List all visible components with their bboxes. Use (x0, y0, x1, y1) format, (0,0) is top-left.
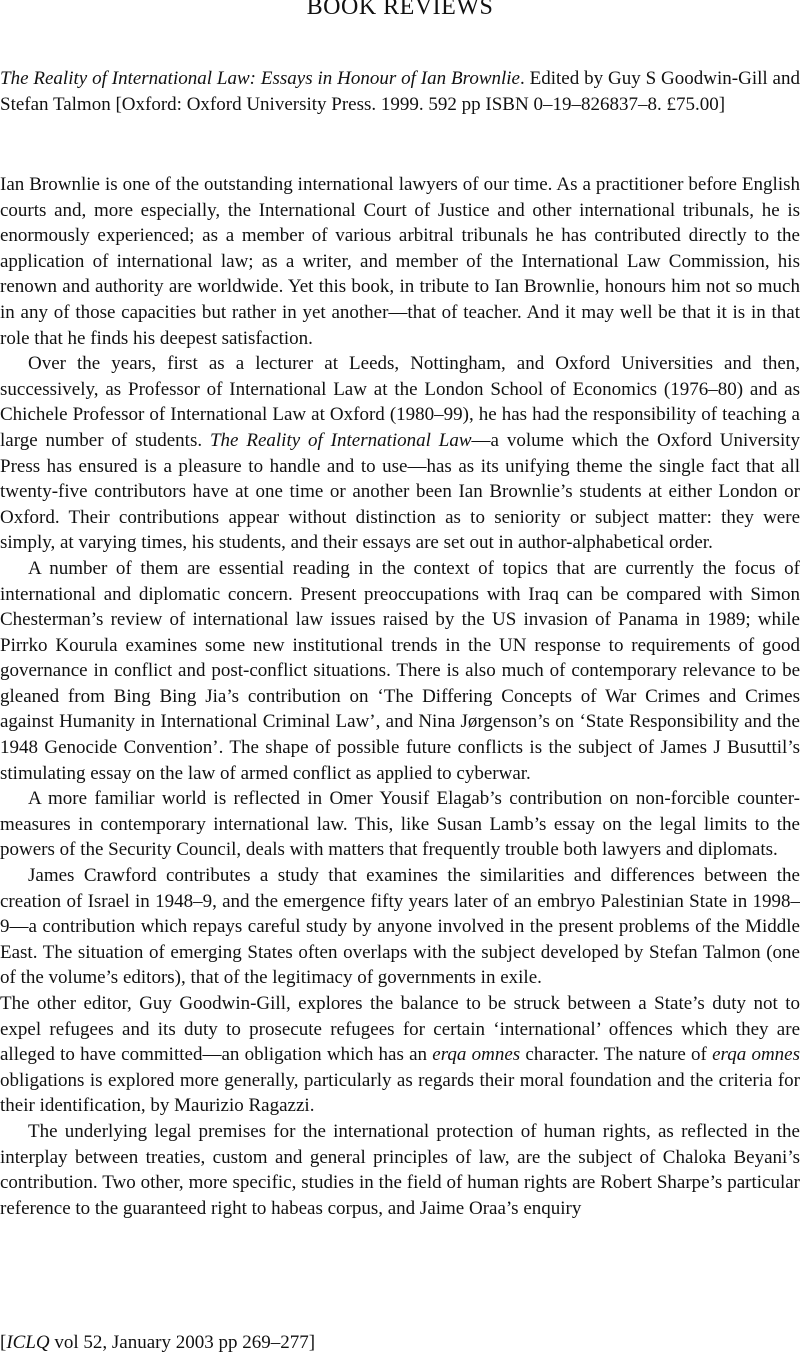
book-citation (0, 66, 800, 118)
paragraph-1: Ian Brownlie is one of the outstanding international lawyers of our time. As a practitioner before English courts and, more especially, the International Court of Justice and other international tribunals, he is enormously experienced; as a member of various arbitral tribunals he has contributed directly to the application of international law; as a writer, and member of the International Law Commission, his renown and authority are worldwide. Yet this book, in tribute to Ian Brownlie, honours him not so much in any of those capacities but rather in yet another—that of teacher. And it may well be that it is in that role that he finds his deepest satisfaction. (0, 174, 800, 349)
paragraph-7: The underlying legal premises for the international protection of human rights, as reflected in the interplay between treaties, custom and general principles of law, are the subject of Chaloka Beyani’s contribution. Two other, more specific, studies in the field of human rights are Robert Sharpe’s particular reference to the guaranteed right to habeas corpus, and Jaime Oraa’s enquiry (0, 1120, 800, 1219)
journal-name: ICLQ (6, 1332, 50, 1353)
review-body (0, 172, 800, 1221)
section-title: BOOK REVIEWS (306, 0, 494, 20)
paragraph-2: Over the years, first as a lecturer at Leeds, Nottingham, and Oxford Universities and then, successively, as Professor of International Law at the London School of Economics (1976–80) and as Chichele Professor of International Law at Oxford (1980–99), he has had the responsibility of teaching a large number of students. The Reality of International Law—a volume which the Oxford University Press has ensured is a pleasure to handle and to use—has as its unifying theme the single fact that all twenty-five contributors have at one time or another been Ian Brownlie’s students at either London or Oxford. Their contributions appear without distinction as to seniority or subject matter: they were simply, at varying times, his students, and their essays are set out in author-alphabetical order. (0, 353, 800, 554)
journal-reference: [ICLQ vol 52, January 2003 pp 269–277] (0, 1332, 316, 1353)
book-details: . Edited by Guy S Goodwin-Gill and Stefan Talmon [Oxford: Oxford University Press. 1999. 592 pp ISBN 0–19–826837–8. £75.00] (0, 68, 800, 115)
book-title-inline: The Reality of International Law (209, 429, 472, 451)
paragraph-3: A number of them are essential reading in the context of topics that are currently the focus of international and diplomatic concern. Present preoccupations with Iraq can be compared with Simon Chesterman’s review of international law issues raised by the US invasion of Panama in 1989; while Pirrko Kourula examines some new institutional trends in the UN response to requirements of good governance in conflict and post-conflict situations. There is also much of contemporary relevance to be gleaned from Bing Bing Jia’s contribution on ‘The Differing Concepts of War Crimes and Crimes against Humanity in International Criminal Law’, and Nina Jørgenson’s on ‘State Responsibility and the 1948 Genocide Convention’. The shape of possible future conflicts is the subject of James J Busuttil’s stimulating essay on the law of armed conflict as applied to cyberwar. (0, 557, 800, 784)
book-title: The Reality of International Law: Essays in Honour of Ian Brownlie (0, 68, 520, 89)
paragraph-5: James Crawford contributes a study that examines the similarities and differences between the creation of Israel in 1948–9, and the emergence fifty years later of an embryo Palestinian State in 1998–9—a contribution which repays careful study by anyone involved in the present problems of the Middle East. The situation of emerging States often overlaps with the subject developed by Stefan Talmon (one of the volume’s editors), that of the legitimacy of governments in exile. (0, 865, 800, 989)
paragraph-6: The other editor, Guy Goodwin-Gill, explores the balance to be struck between a State’s duty not to expel refugees and its duty to prosecute refugees for certain ‘international’ offences which they are alleged to have committed—an obligation which has an erqa omnes character. The nature of erqa omnes obligations is explored more generally, particularly as regards their moral foundation and the criteria for their identification, by Maurizio Ragazzi. (0, 993, 800, 1117)
paragraph-4: A more familiar world is reflected in Omer Yousif Elagab’s contribution on non-forcible counter-measures in contemporary international law. This, like Susan Lamb’s essay on the legal limits to the powers of the Security Council, deals with matters that frequently trouble both lawyers and diplomats. (0, 788, 800, 861)
